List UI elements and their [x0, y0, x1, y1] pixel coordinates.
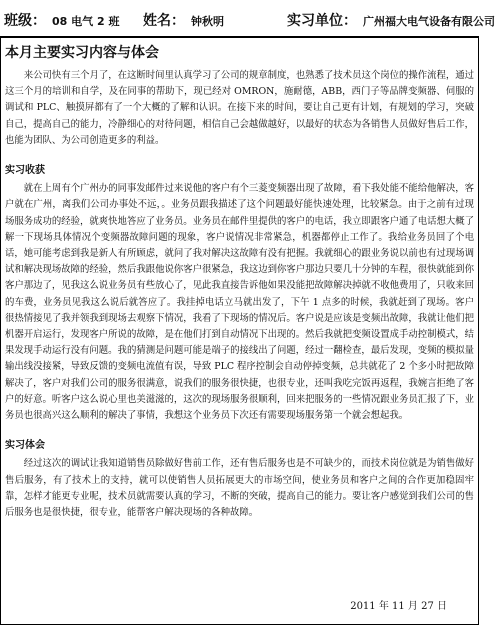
header-divider: [0, 36, 479, 38]
reflection-paragraph: 经过这次的调试让我知道销售员除做好售前工作，还有售后服务也是不可缺少的，而技术岗位就是为销售做好售后服务，有了技术上的支持，就可以使销售人员拓展更大的市场空间，使业务员和客户之间的合作更加稳固牢靠，怎样才能更专业呢，技术员就需要认真的学习，不断的突破，提高自己的能力。要让客户感觉到我们公司的售后服务也是很快捷，很专业，能帮客户解决现场的各种故障。: [5, 458, 474, 519]
gains-paragraph: 就在上周有个广州办的同事发邮件过来说他的客户有个三菱变频器出现了故障，看下我处能不能给他解决，客户就在广州，离我们公司办事处不远，。业务员跟我描述了这个问题最好能快速处理，比较紧急。由于之前有过现场服务成功的经验，就爽快地答应了业务员。业务员在邮件里提供的客户的电话，我立即跟客户通了电话想大概了解一下现场具体情况个变频器故障问题的现象，客户说情况非常紧急，机器都停止工作了。我给业务员回了个电话，她可能考虑到我是新人有所顾虑，就问了我对解决这故障有没有把握。我就细心的跟业务说以前也有过现场调试和解决现场故障的经验，然后我跟他说你客户很紧急，我这边到你客户那边只要几十分钟的车程，很快就能到你客户那边了，见我这么说业务员有些放心了，见此我直接告诉他如果没能把故障解决掉就不收他费用了，只收来回的车费，业务员见我这么说后就答应了。我挂掉电话立马就出发了，下午 1 点多的时候，我就赶到了现场。客户很热情接见了我并领我到现场去观察下情况，我看了下现场的情况后。客户说是应该是变频出故障，我就让他们把机器开启运行，发现客户所说的故障，是在他们打到自动情况下出现的。然后我就把变频设置成手动控制模式，结果发现手动运行没有问题。我的猜测是问题可能是端子的接线出了问题，经过一翻检查，最后发现，变频的模拟量输出线没接紧，导致反馈的变频电流值有误，导致 PLC 程序控制会自动停掉变频，总共就花了 2 个多小时把故障解决了，客户对我们公司的服务很满意，说我们的服务很快捷，也很专业，还叫我吃完饭再返程，我婉言拒绝了客户的好意。听客户这么说心里也美滋滋的，这次的现场服务很顺利，回来把服务的一些情况跟业务员汇报了下，业务员也很高兴这么顺利的解决了事情，我想这个业务员下次还有需要现场服务第一个就会想起我。: [5, 183, 474, 422]
class-value: 08 电气 2 班: [52, 15, 120, 28]
section-heading-gains: 实习收获: [5, 165, 45, 177]
class-label: 班级：: [4, 13, 46, 29]
unit-field: [287, 10, 495, 30]
name-label: 姓名：: [143, 13, 185, 29]
section-heading-reflection: 实习体会: [5, 440, 45, 452]
name-field: [143, 10, 224, 30]
unit-label: 实习单位：: [287, 13, 357, 29]
class-field: [4, 10, 119, 30]
report-header: [0, 0, 495, 36]
footer-divider: [0, 624, 479, 625]
report-date: 2011 年 11 月 27 日: [350, 601, 447, 612]
right-border: [478, 38, 479, 625]
left-border: [0, 38, 1, 625]
section-title: 本月主要实习内容与体会: [5, 45, 159, 61]
report-body: [5, 68, 474, 521]
intro-paragraph: 来公司快有三个月了，在这断时间里认真学习了公司的规章制度，也熟悉了技术员这个岗位的操作流程，通过这三个月的培训和自学，及在同事的帮助下，现已经对 OMRON，施耐德，ABB，西门子等品牌变频器、伺服的调试和 PLC、触摸屏都有了一个大概的了解和认识。在接下来的时间，要让自己更有计划，有规划的学习，突破自己，提高自己的能力，冷静细心的对待问题，相信自己会越做越好，以最好的状态为各销售人员做好售后工作，也能为团队、为公司创造更多的利益。: [5, 70, 474, 146]
unit-value: 广州福大电气设备有限公司: [363, 15, 495, 28]
name-value: 钟秋明: [191, 15, 224, 28]
